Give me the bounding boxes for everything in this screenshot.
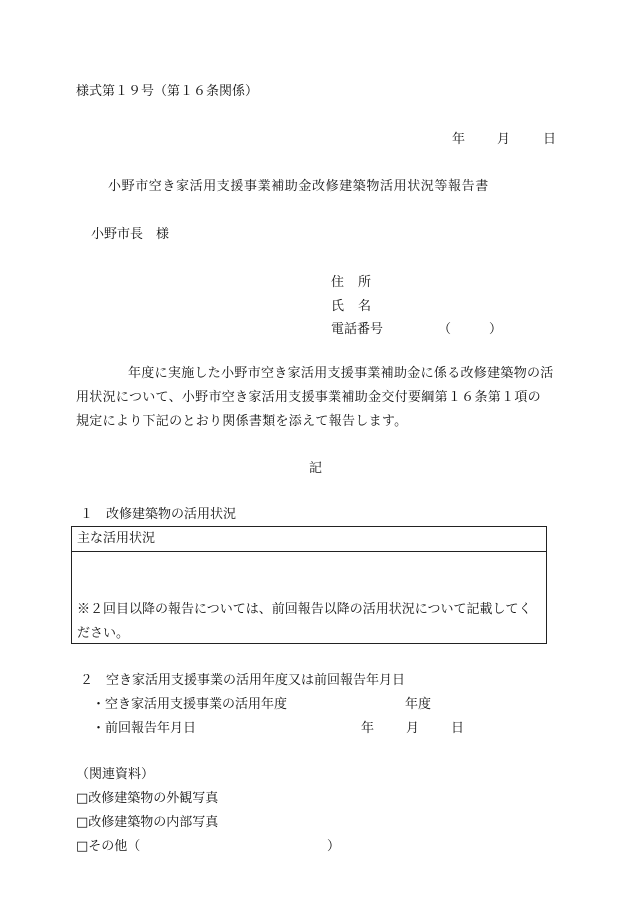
phone-label: 電話番号 [331, 322, 384, 337]
usage-status-note: ※２回目以降の報告については、前回報告以降の活用状況について記載してください。 [77, 602, 532, 641]
document-title: 小野市空き家活用支援事業補助金改修建築物活用状況等報告書 [108, 179, 489, 194]
related-doc-label: その他（ [88, 839, 141, 854]
checkbox-icon[interactable]: □ [76, 839, 89, 854]
related-doc-item[interactable] [76, 792, 218, 805]
body-paragraph: 年度に実施した小野市空き家活用支援事業補助金に係る改修建築物の活用状況について、小野市空き家活用支援事業補助金交付要綱第１６条第１項の規定により下記のとおり関係書類を添えて報告します。 [76, 366, 554, 429]
section1-heading: １ 改修建築物の活用状況 [80, 507, 237, 522]
phone-paren-open: （ [438, 322, 452, 337]
date-month-label: 月 [497, 132, 511, 147]
related-doc-item[interactable] [76, 816, 218, 829]
related-doc-item[interactable] [76, 840, 140, 853]
phone-paren-close: ） [489, 322, 503, 337]
form-number: 様式第１９号（第１６条関係） [76, 84, 259, 99]
addressee: 小野市長 様 [91, 227, 170, 242]
usage-status-header: 主な活用状況 [72, 527, 546, 552]
related-doc-label: 改修建築物の外観写真 [88, 791, 219, 806]
checkbox-icon[interactable]: □ [76, 791, 89, 806]
related-docs-heading: （関連資料） [76, 767, 155, 782]
previous-report-month-label: 月 [406, 721, 420, 736]
previous-report-date-label: ・前回報告年月日 [92, 721, 197, 736]
date-day-label: 日 [543, 132, 557, 147]
previous-report-day-label: 日 [451, 721, 465, 736]
ki-label: 記 [309, 461, 323, 476]
name-label: 氏名 [331, 299, 386, 314]
checkbox-icon[interactable]: □ [76, 815, 89, 830]
date-year-label: 年 [452, 132, 466, 147]
previous-report-year-label: 年 [361, 721, 375, 736]
section2-heading: ２ 空き家活用支援事業の活用年度又は前回報告年月日 [80, 673, 406, 688]
other-paren-close: ） [327, 839, 341, 854]
related-doc-label: 改修建築物の内部写真 [88, 815, 219, 830]
usage-year-suffix: 年度 [405, 697, 432, 712]
usage-year-label: ・空き家活用支援事業の活用年度 [92, 697, 288, 712]
address-label: 住所 [331, 275, 386, 290]
usage-status-table [71, 526, 547, 644]
